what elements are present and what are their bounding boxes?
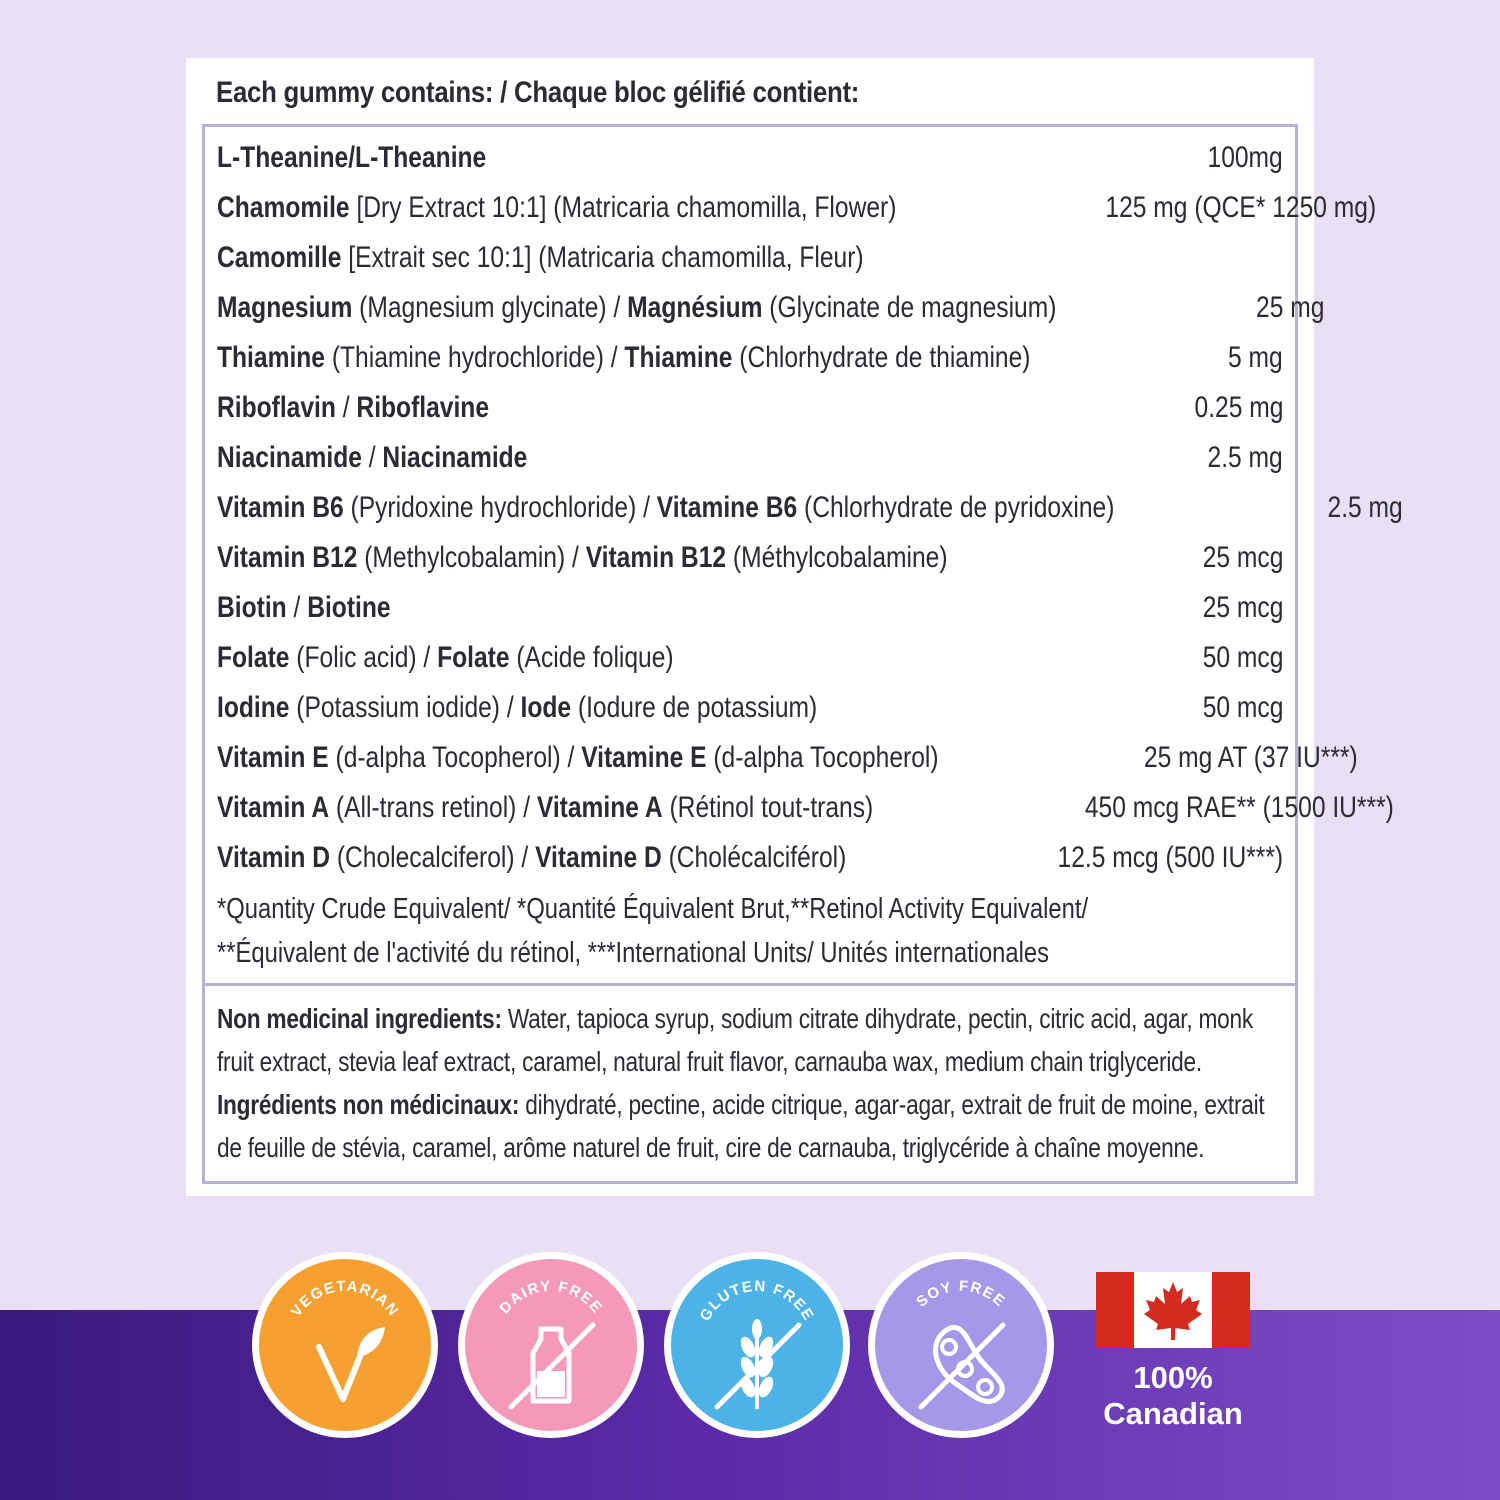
ingredient-source: [Extrait sec 10:1] (Matricaria chamomilla, Fleur): [341, 241, 864, 274]
ingredient-source: (Methylcobalamin) /: [357, 541, 586, 574]
ingredient-name: [217, 641, 674, 675]
ingredient-name-primary: Riboflavin: [217, 391, 336, 424]
ingredient-amount: 100mg: [1207, 141, 1283, 174]
ingredient-name: [217, 541, 948, 575]
ingredient-name-primary: Vitamin A: [217, 791, 330, 824]
soy-free-badge-text: SOY FREE: [913, 1277, 1009, 1311]
ingredient-name-french: Iode: [520, 691, 572, 724]
ingredient-name: [217, 191, 896, 225]
ingredient-source-french: (Iodure de potassium): [571, 691, 818, 724]
ingredient-amount: 25 mg AT (37 IU***): [1143, 741, 1358, 774]
ingredient-name-french: Riboflavine: [356, 391, 490, 424]
ingredient-name-french: Vitamine A: [536, 791, 663, 824]
ingredient-source-french: (Méthylcobalamine): [726, 541, 948, 574]
canadian-label: Canadian: [1103, 1396, 1243, 1431]
ingredient-row: [217, 233, 1283, 283]
ingredient-name-primary: Folate: [217, 641, 290, 674]
ingredient-source: (Pyridoxine hydrochloride) /: [343, 491, 657, 524]
ingredient-name-primary: Chamomile: [217, 191, 350, 224]
ingredient-source-french: (Rétinol tout-trans): [662, 791, 874, 824]
ingredient-source: (Potassium iodide) /: [289, 691, 521, 724]
ingredient-name-primary: Camomille: [217, 241, 342, 274]
ingredient-source: (d-alpha Tocopherol) /: [328, 741, 582, 774]
ingredients-table: [202, 124, 1404, 1184]
ingredient-source: (Thiamine hydrochloride) /: [324, 341, 625, 374]
ingredient-name-french: Vitamine E: [581, 741, 707, 774]
ingredient-row: [217, 683, 1283, 733]
ingredient-amount: 450 mcg RAE** (1500 IU***): [1085, 791, 1395, 824]
ingredient-name: [217, 591, 391, 625]
canadian-made-text: [1074, 1360, 1272, 1432]
ingredient-name-french: Vitamine B6: [656, 491, 798, 524]
ingredient-source: /: [286, 591, 308, 624]
ingredient-name-french: Folate: [437, 641, 510, 674]
ingredient-name-primary: Niacinamide: [217, 441, 362, 474]
ingredient-name: [217, 841, 846, 875]
ingredient-source: (Magnesium glycinate) /: [352, 291, 628, 324]
nmi-en-line-1: Water, tapioca syrup, sodium citrate dihydrate, pectin, citric acid, agar, monk: [501, 1003, 1253, 1034]
ingredient-row: [217, 833, 1283, 883]
ingredient-row: [217, 183, 1376, 233]
ingredient-row: [217, 633, 1283, 683]
nmi-fr-line-2: de feuille de stévia, caramel, arôme naturel de fruit, cire de carnauba, triglycéride à chaîne moyenne.: [217, 1132, 1205, 1163]
ingredient-source: (All-trans retinol) /: [329, 791, 537, 824]
ingredient-name: [217, 441, 527, 475]
nmi-en-label: Non medicinal ingredients:: [217, 1003, 502, 1034]
ingredient-row: [217, 133, 1283, 183]
vegetarian-badge-text: VEGETARIAN: [287, 1277, 403, 1320]
ingredient-name: [217, 691, 817, 725]
ingredient-name-french: Vitamin B12: [585, 541, 727, 574]
ingredient-name-primary: Vitamin B6: [217, 491, 344, 524]
ingredient-source: /: [361, 441, 383, 474]
canadian-percent: 100%: [1133, 1360, 1213, 1395]
dairy-free-badge: [458, 1252, 644, 1438]
soy-free-badge: [868, 1252, 1054, 1438]
ingredient-name-primary: Vitamin D: [217, 841, 331, 874]
ingredient-name: [217, 341, 1031, 375]
ingredient-amount: 25 mg: [1255, 291, 1325, 324]
ingredient-name: [217, 791, 873, 825]
ingredient-name-primary: L-Theanine/L-Theanine: [217, 141, 487, 174]
gluten-free-badge: [664, 1252, 850, 1438]
gluten-free-badge-text: GLUTEN FREE: [696, 1277, 818, 1325]
ingredient-name-primary: Vitamin E: [217, 741, 329, 774]
label-heading: Each gummy contains: / Chaque bloc gélifié contient:: [216, 76, 860, 109]
vegetarian-badge: [252, 1252, 438, 1438]
non-medicinal-ingredients: [217, 997, 1278, 1169]
ingredient-name: [217, 291, 1056, 325]
wheat-icon: [671, 1259, 843, 1431]
ingredient-name: [217, 391, 489, 425]
ingredient-row: [217, 533, 1283, 583]
ingredient-name-french: Niacinamide: [382, 441, 528, 474]
ingredient-source: (Folic acid) /: [289, 641, 438, 674]
ingredient-row: [217, 333, 1283, 383]
ingredient-source: /: [335, 391, 357, 424]
ingredient-amount: 12.5 mcg (500 IU***): [1057, 841, 1283, 874]
ingredient-amount: 25 mcg: [1202, 591, 1283, 624]
table-divider: [205, 983, 1295, 986]
supplement-facts-label: [186, 58, 1404, 1196]
ingredient-name-french: Thiamine: [624, 341, 733, 374]
ingredient-row: [217, 433, 1283, 483]
footnote-line-2: **Équivalent de l'activité du rétinol, ***International Units/ Unités internationales: [217, 937, 1050, 969]
svg-text:SOY FREE: [913, 1278, 1009, 1311]
ingredient-name-primary: Vitamin B12: [217, 541, 358, 574]
ingredient-source-french: (Chlorhydrate de pyridoxine): [797, 491, 1115, 524]
ingredient-source-french: (Acide folique): [509, 641, 674, 674]
ingredient-row: [217, 383, 1283, 433]
ingredient-source-french: (d-alpha Tocopherol): [706, 741, 939, 774]
nmi-en-line-2: fruit extract, stevia leaf extract, caramel, natural fruit flavor, carnauba wax, medium chain triglyceride.: [217, 1046, 1202, 1077]
ingredient-name-primary: Magnesium: [217, 291, 353, 324]
ingredient-name: [217, 741, 939, 775]
ingredient-source: [Dry Extract 10:1] (Matricaria chamomilla, Flower): [349, 191, 897, 224]
ingredient-name: [217, 141, 486, 175]
canada-flag-icon: [1096, 1272, 1250, 1348]
ingredient-row: [217, 583, 1283, 633]
ingredient-row: [217, 483, 1404, 533]
ingredient-name: [217, 241, 864, 275]
footnote-line-1: *Quantity Crude Equivalent/ *Quantité Équivalent Brut,**Retinol Activity Equivalent/: [217, 893, 1089, 925]
svg-text:DAIRY FREE: [496, 1278, 606, 1317]
ingredient-amount: 2.5 mg: [1327, 491, 1404, 524]
ingredient-amount: 50 mcg: [1202, 691, 1283, 724]
svg-text:GLUTEN FREE: [697, 1278, 818, 1324]
ingredient-amount: 5 mg: [1228, 341, 1283, 374]
nmi-fr-label: Ingrédients non médicinaux:: [217, 1089, 520, 1120]
ingredient-source-french: (Chlorhydrate de thiamine): [732, 341, 1031, 374]
nmi-fr-line-1: dihydraté, pectine, acide citrique, agar-agar, extrait de fruit de moine, extrait: [519, 1089, 1265, 1120]
ingredient-name-french: Magnésium: [627, 291, 763, 324]
ingredient-name-primary: Biotin: [217, 591, 287, 624]
ingredient-source-french: (Glycinate de magnesium): [762, 291, 1057, 324]
ingredient-row: [217, 283, 1325, 333]
footnotes: [217, 887, 1201, 975]
ingredient-rows: [217, 133, 1404, 883]
ingredient-name-french: Vitamine D: [535, 841, 662, 874]
vegetarian-icon: [259, 1259, 431, 1431]
ingredient-amount: 2.5 mg: [1207, 441, 1283, 474]
ingredient-name-primary: Iodine: [217, 691, 290, 724]
ingredient-source: (Cholecalciferol) /: [330, 841, 536, 874]
ingredient-amount: 0.25 mg: [1194, 391, 1283, 424]
ingredient-name-french: Biotine: [307, 591, 391, 624]
ingredient-row: [217, 783, 1395, 833]
milk-bottle-icon: [465, 1259, 637, 1431]
ingredient-amount: 125 mg (QCE* 1250 mg): [1104, 191, 1376, 224]
ingredient-row: [217, 733, 1358, 783]
svg-text:VEGETARIAN: [288, 1278, 403, 1320]
ingredient-name-primary: Thiamine: [217, 341, 325, 374]
ingredient-amount: 50 mcg: [1202, 641, 1283, 674]
ingredient-source-french: (Cholécalciférol): [661, 841, 847, 874]
ingredient-name: [217, 491, 1114, 525]
soybean-icon: [875, 1259, 1047, 1431]
ingredient-amount: 25 mcg: [1202, 541, 1283, 574]
dairy-free-badge-text: DAIRY FREE: [496, 1277, 606, 1318]
